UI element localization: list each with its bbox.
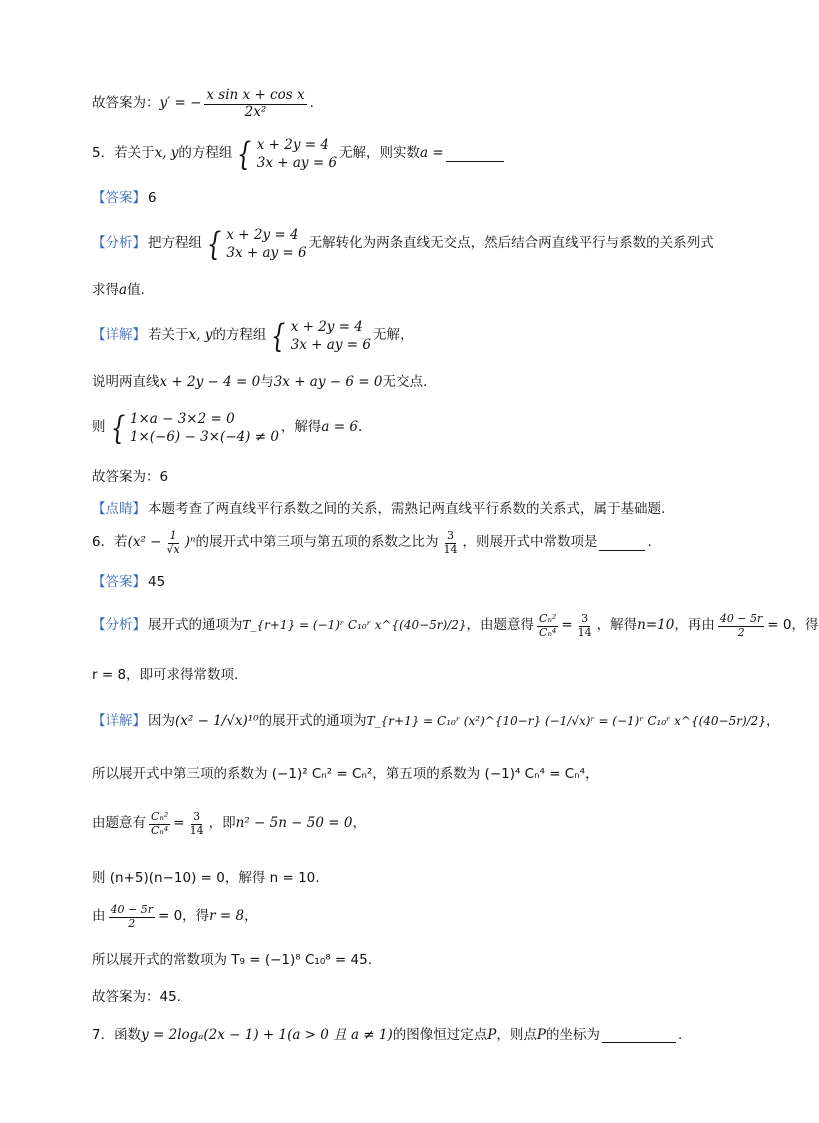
brace: {	[237, 135, 252, 174]
quadratic: n² − 5n − 50 = 0	[235, 815, 353, 832]
numerator: 1	[169, 529, 177, 542]
n-value: n=10	[637, 617, 675, 634]
question-number: 7．	[92, 1027, 115, 1043]
text: 则	[92, 419, 106, 436]
question-number: 6．	[92, 534, 115, 551]
equals: =	[173, 815, 185, 832]
text: 所以展开式的常数项为 T₉ = (−1)⁸ C₁₀⁸ = 45.	[92, 952, 373, 968]
q6-detail-6	[92, 952, 734, 970]
text: 说明两直线	[92, 374, 160, 390]
equation-2: 3x + ay = 6	[256, 155, 338, 172]
answer-blank	[602, 1028, 676, 1043]
numerator: 40 − 5r	[719, 612, 763, 625]
text: ，则点	[496, 1027, 537, 1043]
text: 无交点.	[382, 374, 428, 390]
numerator: Cₙ²	[151, 810, 169, 823]
q5-answer	[92, 190, 734, 208]
q5-final	[92, 469, 734, 487]
exponent-fraction	[718, 613, 764, 639]
r-value: r = 8	[209, 908, 245, 925]
text: 由	[92, 908, 106, 925]
final-answer: 故答案为：6	[92, 469, 169, 485]
fraction-denominator: 2x²	[244, 103, 267, 120]
equals: =	[561, 617, 573, 634]
variables: x, y	[154, 145, 179, 162]
general-term: T_{r+1} = C₁₀ʳ (x²)^{10−r} (−1/√x)ʳ = (−1)ʳ C₁₀ʳ x^{(40−5r)/2}	[366, 713, 766, 728]
answer-tag: 【答案】	[92, 574, 146, 590]
function-expr: y = 2logₐ(2x − 1) + 1(a > 0 且 a ≠ 1)	[141, 1027, 393, 1043]
numerator: 3	[581, 612, 589, 625]
q6-final	[92, 989, 734, 1007]
text: ，解得	[280, 419, 322, 436]
answer-tag: 【答案】	[92, 190, 146, 206]
text: 的图像恒过定点	[392, 1027, 488, 1043]
point-p: P	[487, 1027, 497, 1043]
stem-text: 若关于	[114, 145, 155, 162]
equation-1: x + 2y = 4	[290, 319, 363, 335]
q5-comment	[92, 501, 734, 519]
numerator: Cₙ²	[539, 612, 557, 625]
binomial-ratio	[537, 613, 558, 639]
q5-analysis-1	[92, 226, 734, 262]
text: 把方程组	[148, 235, 202, 252]
text: = 0，得	[767, 617, 819, 634]
text: 无解转化为两条直线无交点，然后结合两直线平行与系数的关系列式	[308, 235, 714, 252]
ratio-fraction	[441, 530, 459, 556]
text: ，则展开式中常数项是	[462, 534, 598, 551]
var-a: a	[119, 282, 128, 298]
derivative-fraction	[204, 88, 306, 120]
point-p: P	[536, 1027, 546, 1043]
q5-detail-2	[92, 374, 734, 392]
numerator: 3	[193, 810, 201, 823]
denominator: 2	[128, 916, 136, 930]
denominator: 2	[737, 625, 745, 639]
equation-system	[234, 136, 337, 172]
q6-analysis-1	[92, 612, 819, 639]
q5-stem	[92, 136, 734, 172]
text: 值.	[127, 282, 145, 298]
equation-system	[268, 318, 371, 354]
expr-part: )ⁿ	[184, 534, 196, 551]
text: = 0，得	[157, 908, 210, 925]
answer-blank	[446, 147, 504, 162]
denominator: √x	[166, 542, 180, 556]
general-term: T_{r+1} = (−1)ʳ C₁₀ʳ x^{(40−5r)/2}	[242, 618, 467, 633]
text: 若关于	[148, 327, 189, 344]
line-equation-1: x + 2y − 4 = 0	[159, 374, 261, 390]
q7-stem	[92, 1027, 734, 1045]
stem-text: 的方程组	[178, 145, 233, 162]
condition-1: 1×a − 3×2 = 0	[129, 411, 235, 427]
condition-2: 1×(−6) − 3×(−4) ≠ 0	[129, 429, 279, 446]
text: 的展开式中第三项与第五项的系数之比为	[195, 534, 439, 551]
q5-detail-3	[92, 410, 734, 446]
text: 的展开式的通项为	[258, 713, 367, 729]
text: r = 8，即可求得常数项.	[92, 667, 239, 683]
text: ，即	[208, 815, 236, 832]
q6-detail-3	[92, 811, 734, 837]
stem-text: 无解，则实数	[339, 145, 421, 162]
q4-answer-line	[92, 88, 734, 120]
text: 由题意有	[92, 815, 146, 832]
detail-tag: 【详解】	[92, 327, 146, 344]
period: .	[677, 1027, 683, 1043]
denominator: Cₙ⁴	[151, 823, 169, 837]
comment-text: 本题考查了两直线平行系数之间的关系，需熟记两直线平行系数的关系式，属于基础题.	[148, 501, 666, 517]
ratio-fraction	[188, 811, 206, 837]
brace: {	[271, 317, 286, 356]
text: 若	[114, 534, 128, 551]
text: ，解得	[596, 617, 638, 634]
brace: {	[207, 225, 222, 264]
expr-part: (x² −	[127, 534, 162, 551]
variables: x, y	[188, 327, 213, 344]
period: .	[647, 534, 652, 551]
text: 与	[260, 374, 274, 390]
answer-value: 45	[148, 574, 166, 590]
q5-analysis-2	[92, 282, 734, 300]
text: 求得	[92, 282, 119, 298]
text: ，由题意得	[466, 617, 535, 634]
numerator: 3	[446, 529, 454, 542]
text: ，	[244, 908, 258, 925]
exponent-fraction	[109, 904, 155, 930]
result: a = 6.	[321, 419, 363, 436]
denominator: 14	[189, 823, 204, 837]
denominator: 14	[443, 542, 458, 556]
text: 的坐标为	[545, 1027, 600, 1043]
detail-tag: 【详解】	[92, 713, 146, 729]
text: ，再由	[674, 617, 715, 634]
final-answer: 故答案为：45.	[92, 989, 181, 1005]
equation-1: x + 2y = 4	[256, 137, 329, 153]
text: 无解，	[372, 327, 414, 344]
derivative-lhs: y′ = −	[159, 95, 202, 112]
brace: {	[110, 409, 125, 448]
q6-detail-1	[92, 713, 780, 731]
q6-answer	[92, 574, 734, 592]
fraction-numerator: x sin x + cos x	[206, 87, 305, 103]
answer-value: 6	[148, 190, 157, 206]
q6-analysis-2	[92, 667, 734, 685]
denominator: 14	[577, 625, 592, 639]
q6-detail-2	[92, 766, 734, 784]
numerator: 40 − 5r	[110, 903, 153, 916]
expr-fraction	[165, 530, 182, 556]
period: .	[309, 95, 314, 112]
comment-tag: 【点睛】	[92, 501, 146, 517]
answer-prefix: 故答案为：	[92, 95, 160, 112]
text: ，	[765, 713, 780, 729]
text: 的方程组	[212, 327, 267, 344]
var-a: a =	[420, 145, 444, 162]
q6-detail-5	[92, 904, 734, 930]
answer-blank	[599, 536, 645, 551]
equation-1: x + 2y = 4	[226, 227, 299, 243]
text: 则 (n+5)(n−10) = 0，解得 n = 10.	[92, 870, 320, 886]
q5-detail-1	[92, 318, 734, 354]
text: 因为	[148, 713, 175, 729]
text: ，	[352, 815, 366, 832]
text: 所以展开式中第三项的系数为 (−1)² Cₙ² = Cₙ²，第五项的系数为 (−1)⁴ Cₙ⁴ = Cₙ⁴，	[92, 766, 599, 782]
equation-2: 3x + ay = 6	[290, 337, 371, 354]
question-number: 5．	[92, 145, 115, 162]
equation-2: 3x + ay = 6	[226, 245, 307, 262]
equation-system	[204, 226, 307, 262]
line-equation-2: 3x + ay − 6 = 0	[273, 374, 383, 390]
analysis-tag: 【分析】	[92, 617, 146, 634]
q6-stem	[92, 530, 734, 556]
text: 展开式的通项为	[148, 617, 243, 634]
condition-system	[108, 410, 279, 446]
ratio-fraction	[576, 613, 594, 639]
denominator: Cₙ⁴	[539, 625, 557, 639]
binomial-ratio	[149, 811, 170, 837]
q6-detail-4	[92, 870, 734, 888]
analysis-tag: 【分析】	[92, 235, 146, 252]
binomial-expr: (x² − 1/√x)¹⁰	[175, 713, 259, 729]
text: 函数	[114, 1027, 142, 1043]
